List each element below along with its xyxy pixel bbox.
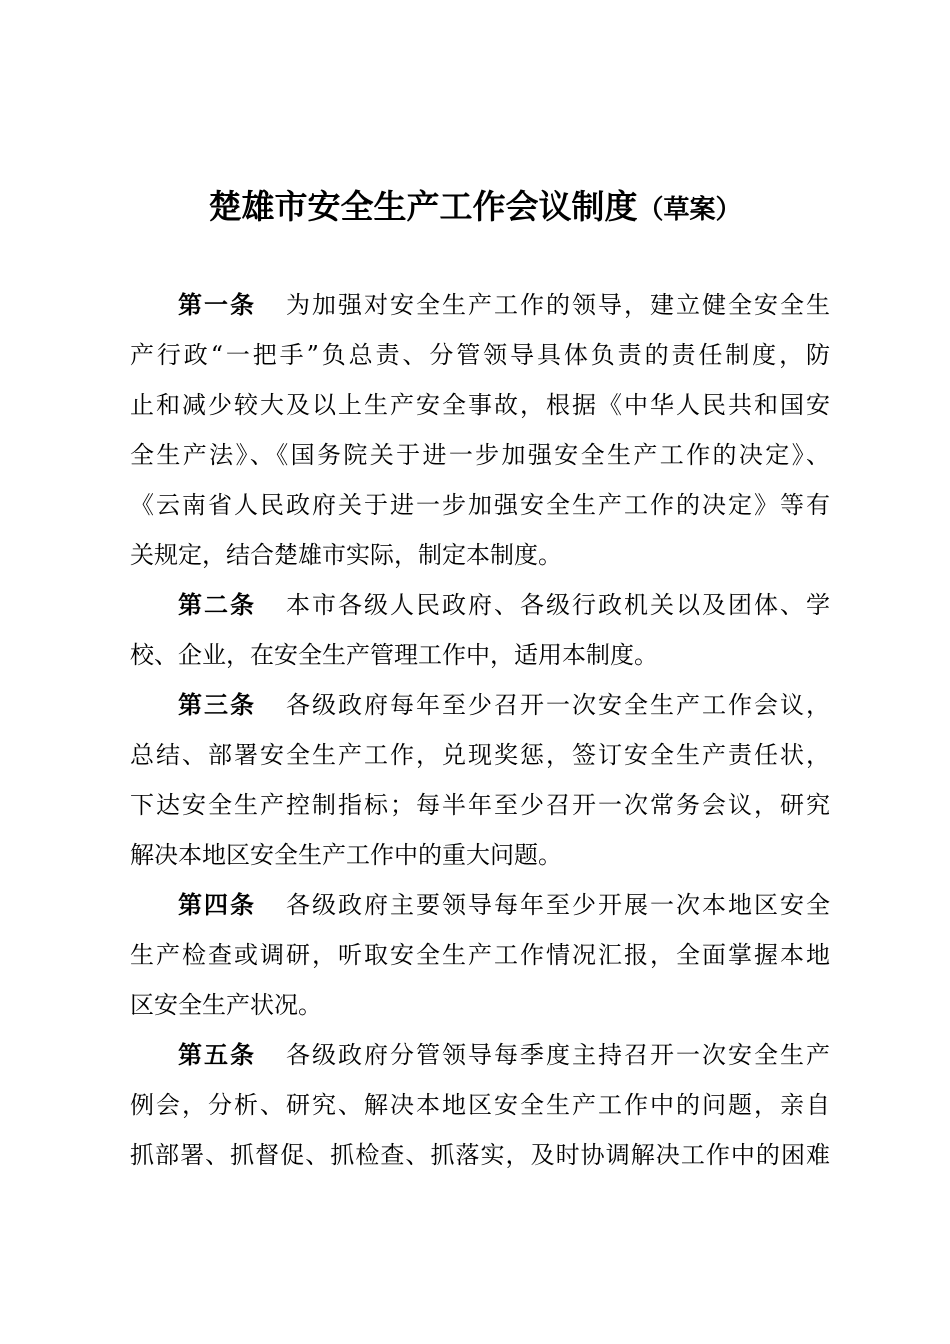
- article-1-line-2: 产行政“一把手”负总责、分管领导具体负责的责任制度，防: [130, 341, 830, 369]
- article-3-text: 各级政府每年至少召开一次安全生产工作会议，: [286, 691, 830, 719]
- article-4-label: 第四条: [178, 891, 256, 919]
- article-2-line-1: [178, 580, 830, 630]
- article-4-line-3: 区安全生产状况。: [130, 991, 322, 1019]
- article-1-text: 为加强对安全生产工作的领导，建立健全安全生: [286, 291, 830, 319]
- article-3-line-1: [178, 680, 830, 730]
- article-4-text: 各级政府主要领导每年至少开展一次本地区安全: [286, 891, 830, 919]
- article-1-line-6: 关规定，结合楚雄市实际，制定本制度。: [130, 541, 562, 569]
- article-2-text: 本市各级人民政府、各级行政机关以及团体、学: [286, 591, 830, 619]
- article-1-line-3: 止和减少较大及以上生产安全事故，根据《中华人民共和国安: [130, 391, 830, 419]
- article-1-line-4: 全生产法》、《国务院关于进一步加强安全生产工作的决定》、: [130, 441, 830, 469]
- article-3-line-4: 解决本地区安全生产工作中的重大问题。: [130, 841, 562, 869]
- article-2-line-2: 校、企业，在安全生产管理工作中，适用本制度。: [130, 641, 658, 669]
- article-4-line-1: [178, 880, 830, 930]
- article-5-label: 第五条: [178, 1041, 256, 1069]
- article-5-line-2: 例会，分析、研究、解决本地区安全生产工作中的问题，亲自: [130, 1091, 830, 1119]
- article-5-line-3: 抓部署、抓督促、抓检查、抓落实，及时协调解决工作中的困难: [130, 1141, 830, 1169]
- article-5-line-1: [178, 1030, 830, 1080]
- article-1-label: 第一条: [178, 291, 256, 319]
- title-suffix: （草案）: [637, 195, 742, 225]
- article-1-line-1: [178, 280, 830, 330]
- article-1-line-5: 《云南省人民政府关于进一步加强安全生产工作的决定》等有: [130, 491, 830, 519]
- article-3-line-2: 总结、部署安全生产工作，兑现奖惩，签订安全生产责任状，: [130, 741, 830, 769]
- article-3-label: 第三条: [178, 691, 256, 719]
- article-3-line-3: 下达安全生产控制指标；每半年至少召开一次常务会议，研究: [130, 791, 830, 819]
- title-main: 楚雄市安全生产工作会议制度: [208, 187, 638, 226]
- document-title: [0, 182, 950, 235]
- article-5-text: 各级政府分管领导每季度主持召开一次安全生产: [286, 1041, 830, 1069]
- article-4-line-2: 生产检查或调研，听取安全生产工作情况汇报，全面掌握本地: [130, 941, 830, 969]
- article-2-label: 第二条: [178, 591, 256, 619]
